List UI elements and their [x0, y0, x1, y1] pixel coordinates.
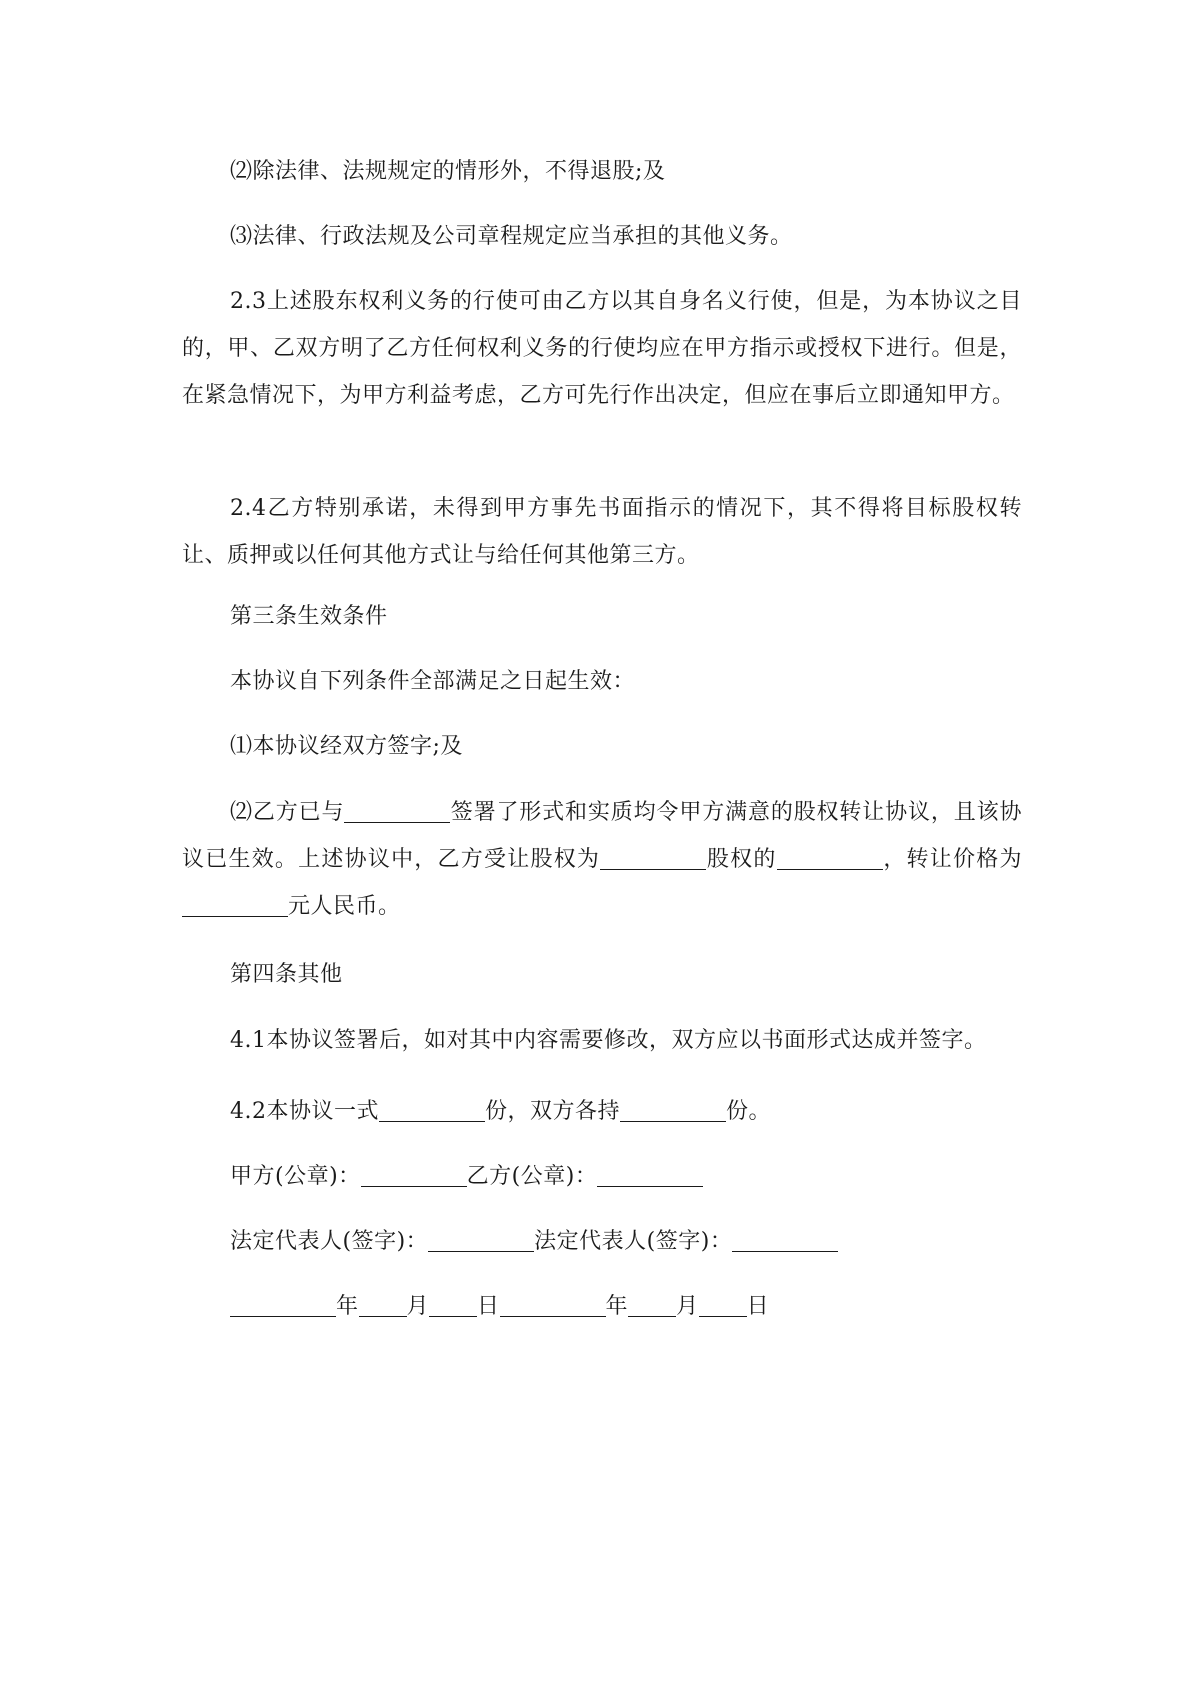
party-a-seal-blank	[361, 1164, 467, 1187]
price-blank	[182, 894, 288, 917]
seal-line	[230, 1162, 703, 1192]
copies-total-blank	[379, 1099, 485, 1122]
clause-2-4: 2.4乙方特别承诺，未得到甲方事先书面指示的情况下，其不得将目标股权转让、质押或以任何其他方式让与给任何其他第三方。	[182, 496, 1022, 568]
clause-2-3: 2.3上述股东权利义务的行使可由乙方以其自身名义行使，但是，为本协议之目的，甲、乙双方明了乙方任何权利义务的行使均应在甲方指示或授权下进行。但是，在紧急情况下，为甲方利益考虑，乙方可先行作出决定，但应在事后立即通知甲方。	[182, 289, 1022, 408]
article-4-heading: 第四条其他	[230, 962, 343, 987]
condition-1: ⑴本协议经双方签字;及	[230, 734, 463, 759]
article-3-heading: 第三条生效条件	[230, 604, 388, 629]
party-b-year-blank	[500, 1294, 606, 1317]
party-a-rep-label: 法定代表人(签字)：	[230, 1229, 429, 1254]
date-line	[230, 1292, 769, 1322]
party-b-year-label: 年	[605, 1294, 629, 1319]
clause-4-1: 4.1本协议签署后，如对其中内容需要修改，双方应以书面形式达成并签字。	[230, 1028, 987, 1053]
party-a-day-label: 日	[477, 1294, 500, 1319]
clause-2-2-item-3: ⑶法律、行政法规及公司章程规定应当承担的其他义务。	[230, 224, 793, 249]
party-a-seal-label: 甲方(公章)：	[230, 1164, 361, 1189]
condition-2-text-c: 股权的	[706, 847, 777, 872]
condition-2-text-b: 签署了形式和实质均令甲方满意的股权转让协议，且该协议已生效。上述协议中，乙方受让股权为	[182, 800, 1022, 872]
representative-line	[230, 1227, 838, 1257]
condition-2	[182, 789, 1022, 930]
party-b-month-label: 月	[676, 1294, 699, 1319]
transferor-blank	[344, 800, 450, 823]
copies-each-blank	[620, 1099, 726, 1122]
party-b-rep-label: 法定代表人(签字)：	[534, 1229, 733, 1254]
party-a-day-blank	[429, 1294, 477, 1317]
condition-2-text-a: ⑵乙方已与	[230, 800, 345, 825]
party-b-day-blank	[699, 1294, 747, 1317]
condition-2-text-d: ，转让价格为	[882, 847, 1022, 872]
clause-4-2-text-a: 4.2本协议一式	[230, 1099, 379, 1124]
share-percent-blank	[777, 847, 883, 870]
party-a-month-label: 月	[406, 1294, 430, 1319]
article-3-intro: 本协议自下列条件全部满足之日起生效：	[230, 669, 636, 694]
clause-2-2-item-2: ⑵除法律、法规规定的情形外，不得退股;及	[230, 159, 666, 184]
clause-4-2	[230, 1097, 771, 1127]
party-a-year-blank	[230, 1294, 336, 1317]
clause-4-2-text-c: 份。	[726, 1099, 772, 1124]
company-blank	[600, 847, 706, 870]
clause-4-2-text-b: 份，双方各持	[485, 1099, 621, 1124]
party-b-seal-label: 乙方(公章)：	[466, 1164, 598, 1189]
party-b-seal-blank	[597, 1164, 703, 1187]
party-a-rep-blank	[428, 1229, 534, 1252]
condition-2-text-e: 元人民币。	[288, 894, 401, 919]
party-b-day-label: 日	[746, 1294, 770, 1319]
party-b-month-blank	[628, 1294, 676, 1317]
party-a-year-label: 年	[336, 1294, 359, 1319]
party-b-rep-blank	[732, 1229, 838, 1252]
party-a-month-blank	[359, 1294, 407, 1317]
